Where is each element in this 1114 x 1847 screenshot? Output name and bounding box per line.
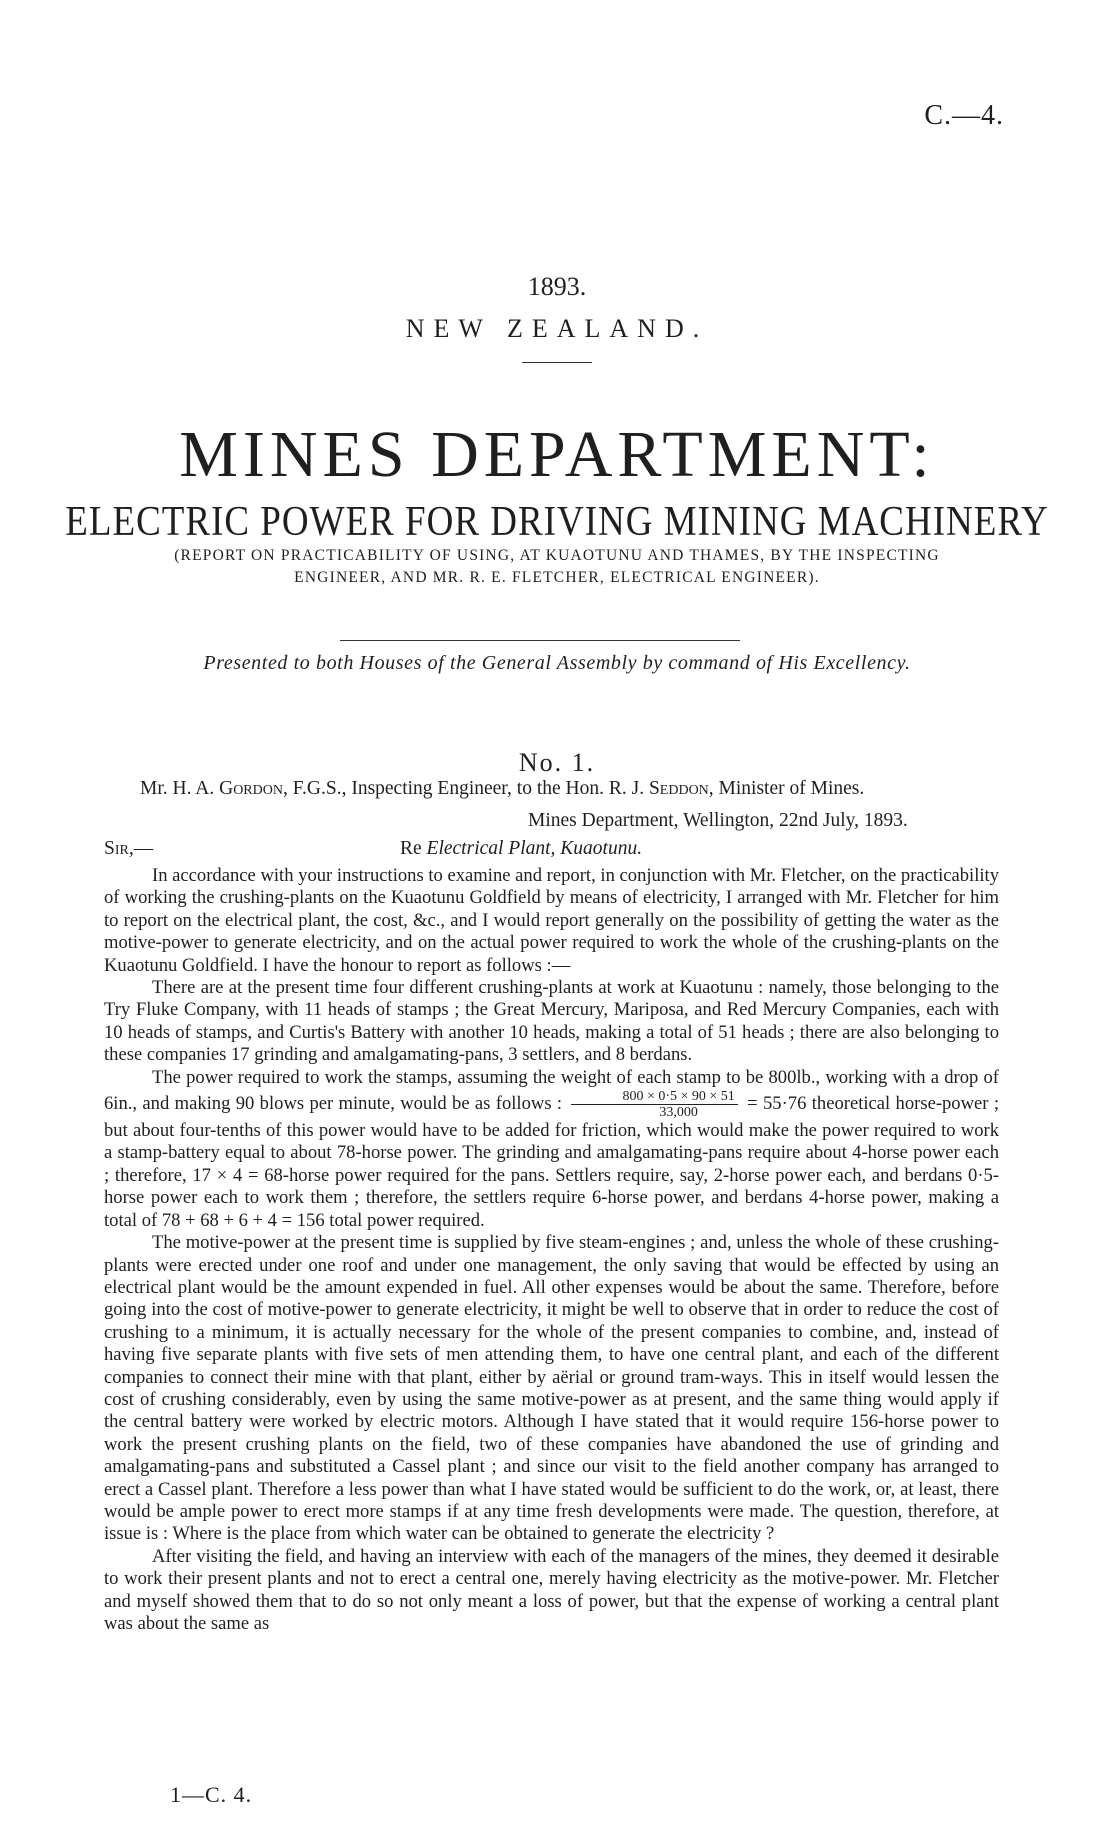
formula-result: = 55·76	[747, 1092, 807, 1114]
letter-body	[104, 865, 999, 1635]
subject-line	[400, 838, 642, 860]
report-subtitle: ELECTRIC POWER FOR DRIVING MINING MACHINERY	[65, 498, 1049, 546]
country-heading: NEW ZEALAND.	[405, 314, 709, 343]
divider-rule	[340, 640, 740, 641]
salutation: Sir,—	[104, 838, 154, 859]
formula-follow-text: theoretical horse-power ; but about four-tenths of this power would have to be added for friction, which would make the power required to work a stamp-battery equal to about 78-horse power. The grinding and amalgamating-pans require about 4-horse power each ; therefore, 17 × 4 = 68-horse power required for the pans. Settlers require, say, 2-horse power each, and berdans 0·5-horse power each to work them ; therefore, the settlers require 6-horse power, and berdans 4-horse power, making a total of 78 + 68 + 6 + 4 = 156 total power required.	[104, 1092, 999, 1231]
subject-prefix: Re	[400, 838, 422, 859]
year: 1893.	[527, 272, 587, 301]
fraction-numerator: 800 × 0·5 × 90 × 51	[571, 1089, 737, 1105]
body-paragraph: The motive-power at the present time is supplied by five steam-engines ; and, unless the whole of these crushing-plants were erected under one roof and under one management, the only saving that would be effected by using an electrical plant would be the amount expended in fuel. All other expenses would be about the same. Therefore, before going into the cost of motive-power to generate electricity, it might be well to observe that in order to reduce the cost of crushing to a minimum, it is actually necessary for the whole of the present companies to combine, and, instead of having five separate plants with five sets of men attending them, to have one central plant, and each of the different companies to connect their mine with that plant, either by aërial or ground tram-ways. This in itself would lessen the cost of crushing considerably, even by using the same motive-power as at present, and the same thing would apply if the central battery were worked by electric motors. Although I have stated that it would require 156-horse power to work the present crushing plants on the field, two of these companies have abandoned the use of grinding and amalgamating-pans and substituted a Cassel plant ; and since our visit to the field another company has arranged to erect a Cassel plant. Therefore a less power than what I have stated would be sufficient to do the work, or, at least, there would be ample power to erect more stamps if at any time fresh developments were made. The question, therefore, at issue is : Where is the place from which water can be obtained to generate the electricity ?	[104, 1232, 999, 1545]
letter-heading	[140, 778, 1020, 800]
formula-lead-text: The power required to work the stamps, assuming the weight of each stamp to be 800lb., working with a drop of 6in., and making 90 blows per minute, would be as follows :	[104, 1066, 999, 1114]
sheet-signature: 1—C. 4.	[170, 1782, 253, 1807]
body-paragraph: There are at the present time four different crushing-plants at work at Kuaotunu : namely, those belonging to the Try Fluke Company, with 11 heads of stamps ; the Great Mercury, Mariposa, and Red Mercury Companies, each with 10 heads of stamps, and Curtis's Battery with another 10 heads, making a total of 51 heads ; there are also belonging to these companies 17 grinding and amalgamating-pans, 3 settlers, and 8 berdans.	[104, 977, 999, 1066]
document-reference: C.—4.	[924, 100, 1004, 131]
paper-number: No. 1.	[518, 748, 596, 777]
presentation-note: Presented to both Houses of the General Assembly by command of His Excellency.	[203, 652, 911, 674]
recipient-name: Seddon	[648, 778, 709, 799]
report-description-line: (REPORT ON PRACTICABILITY OF USING, AT KUAOTUNU AND THAMES, BY THE INSPECTING	[174, 547, 940, 564]
report-description	[0, 545, 1114, 589]
body-paragraph: After visiting the field, and having an interview with each of the managers of the mines, they deemed it desirable to work their present plants and not to erect a central one, merely having electricity as the motive-power. Mr. Fletcher and myself showed them that to do so not only meant a loss of power, but that the expense of working a central plant was about the same as	[104, 1545, 999, 1634]
sender-name: Gordon	[219, 778, 283, 799]
dateline: Mines Department, Wellington, 22nd July, 1893.	[528, 810, 908, 831]
recipient-role: , Minister of Mines.	[708, 778, 865, 799]
subject-text: Electrical Plant, Kuaotunu.	[426, 838, 643, 859]
horsepower-fraction	[571, 1089, 737, 1120]
body-paragraph: In accordance with your instructions to examine and report, in conjunction with Mr. Fletcher, on the practicability of working the crushing-plants on the Kuaotunu Goldfield by means of electricity, I arranged with Mr. Fletcher for him to report on the electrical plant, the cost, &c., and I would report generally on the possibility of getting the water as the motive-power to generate electricity, and on the actual power required to work the whole of the crushing-plants on the Kuaotunu Goldfield. I have the honour to report as follows :—	[104, 865, 999, 976]
department-title: MINES DEPARTMENT:	[179, 418, 935, 491]
report-description-line: ENGINEER, AND MR. R. E. FLETCHER, ELECTRICAL ENGINEER).	[294, 569, 820, 586]
sender-title: Mr. H. A.	[140, 778, 215, 799]
fraction-denominator: 33,000	[659, 1105, 698, 1121]
formula-paragraph	[104, 1067, 999, 1232]
sender-role: , F.G.S., Inspecting Engineer, to the Hon. R. J.	[282, 778, 645, 799]
divider-rule	[522, 362, 592, 363]
